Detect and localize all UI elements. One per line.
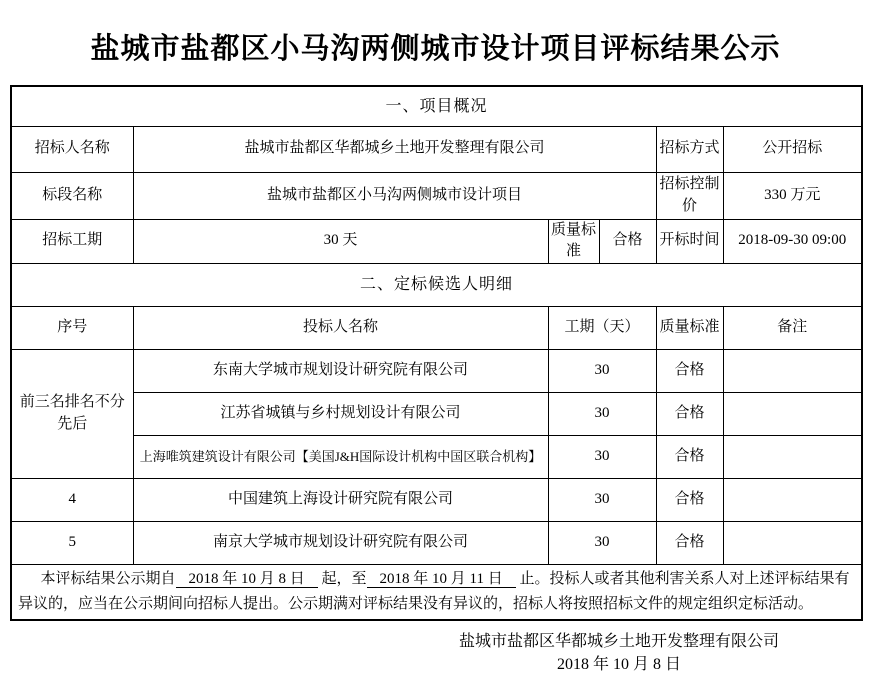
candidate-remark xyxy=(723,436,862,479)
notice-suffix: 止。投标人或者其他利害关系人对上述评标结果有异议的，应当在公示期间向招标人提出。公示期满对评标结果没有异议的，招标人将按照招标文件的规定组织定标活动。 xyxy=(18,571,850,612)
bidder-name-value: 盐城市盐都区华都城乡土地开发整理有限公司 xyxy=(133,126,656,172)
signature-company: 盐城市盐都区华都城乡土地开发整理有限公司 xyxy=(458,633,779,650)
signature-block xyxy=(439,630,799,676)
candidate-row xyxy=(11,522,862,565)
page-title: 盐城市盐都区小马沟两侧城市设计项目评标结果公示 xyxy=(90,33,781,65)
control-price-value: 330 万元 xyxy=(723,172,862,219)
candidate-row xyxy=(11,479,862,522)
announcement-page xyxy=(0,26,871,689)
section-name-value: 盐城市盐都区小马沟两侧城市设计项目 xyxy=(133,172,656,219)
candidate-duration: 30 xyxy=(548,393,656,436)
publicity-end-date: 2018 年 10 月 11 日 xyxy=(367,571,516,588)
notice-cell xyxy=(11,565,862,621)
col-header-quality: 质量标准 xyxy=(656,307,723,350)
candidate-remark xyxy=(723,522,862,565)
rank-note-cell: 前三名排名不分先后 xyxy=(11,350,133,479)
candidate-bidder: 东南大学城市规划设计研究院有限公司 xyxy=(133,350,548,393)
candidate-row xyxy=(11,350,862,393)
candidate-duration: 30 xyxy=(548,350,656,393)
candidate-duration: 30 xyxy=(548,436,656,479)
candidate-bidder: 中国建筑上海设计研究院有限公司 xyxy=(133,479,548,522)
notice-middle: 起，至 xyxy=(321,571,367,587)
section-name-row xyxy=(11,172,862,219)
candidate-duration: 30 xyxy=(548,479,656,522)
candidate-remark xyxy=(723,393,862,436)
publicity-start-date: 2018 年 10 月 8 日 xyxy=(176,571,318,588)
candidate-bidder: 江苏省城镇与乡村规划设计有限公司 xyxy=(133,393,548,436)
section2-header-row xyxy=(11,264,862,307)
candidate-quality: 合格 xyxy=(656,436,723,479)
duration-value: 30 天 xyxy=(133,219,548,264)
candidate-bidder: 南京大学城市规划设计研究院有限公司 xyxy=(133,522,548,565)
candidate-quality: 合格 xyxy=(656,350,723,393)
candidate-row xyxy=(11,436,862,479)
candidate-seq: 4 xyxy=(11,479,133,522)
candidate-remark xyxy=(723,479,862,522)
control-price-label: 招标控制价 xyxy=(656,172,723,219)
candidate-seq: 5 xyxy=(11,522,133,565)
col-header-bidder: 投标人名称 xyxy=(133,307,548,350)
col-header-seq: 序号 xyxy=(11,307,133,350)
bidder-name-label: 招标人名称 xyxy=(11,126,133,172)
duration-row xyxy=(11,219,862,264)
open-time-label: 开标时间 xyxy=(656,219,723,264)
notice-prefix: 本评标结果公示期自 xyxy=(40,571,176,587)
bidder-name-row xyxy=(11,126,862,172)
col-header-remark: 备注 xyxy=(723,307,862,350)
candidate-duration: 30 xyxy=(548,522,656,565)
quality-standard-value: 合格 xyxy=(599,219,656,264)
bid-method-value: 公开招标 xyxy=(723,126,862,172)
candidate-bidder: 上海唯筑建筑设计有限公司【美国J&H国际设计机构中国区联合机构】 xyxy=(133,436,548,479)
section2-title: 二、定标候选人明细 xyxy=(11,264,862,307)
notice-row xyxy=(11,565,862,621)
section1-header-row xyxy=(11,86,862,126)
duration-label: 招标工期 xyxy=(11,219,133,264)
notice-paragraph xyxy=(18,567,855,617)
section-name-label: 标段名称 xyxy=(11,172,133,219)
section1-title: 一、项目概况 xyxy=(11,86,862,126)
col-header-duration: 工期（天） xyxy=(548,307,656,350)
quality-standard-label: 质量标准 xyxy=(548,219,599,264)
candidate-remark xyxy=(723,350,862,393)
candidate-quality: 合格 xyxy=(656,393,723,436)
candidate-quality: 合格 xyxy=(656,479,723,522)
candidate-row xyxy=(11,393,862,436)
candidate-table-header-row xyxy=(11,307,862,350)
candidate-quality: 合格 xyxy=(656,522,723,565)
open-time-value: 2018-09-30 09:00 xyxy=(723,219,862,264)
bid-method-label: 招标方式 xyxy=(656,126,723,172)
signature-date: 2018 年 10 月 8 日 xyxy=(556,656,681,673)
main-table xyxy=(10,85,863,621)
